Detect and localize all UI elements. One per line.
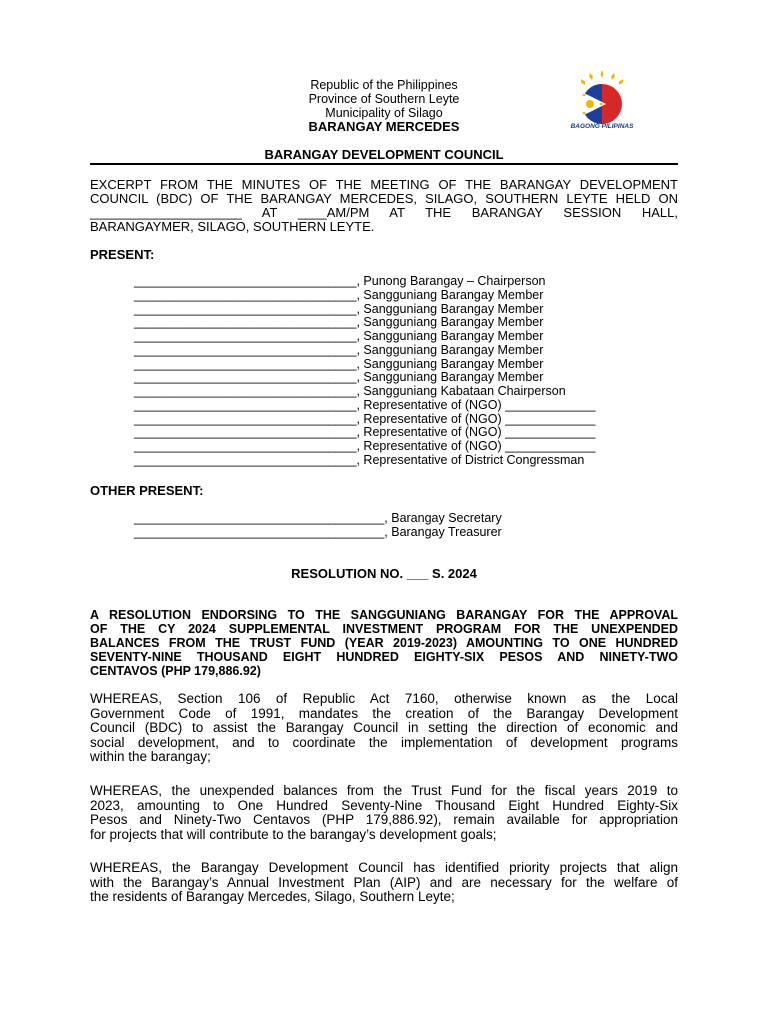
attendee-role: , Sangguniang Kabataan Chairperson bbox=[356, 384, 566, 398]
title-line: OF THE CY 2024 SUPPLEMENTAL INVESTMENT PROGRAM FOR THE UNEXPENDED bbox=[90, 622, 678, 636]
paragraph-line: WHEREAS, the Barangay Development Council has identified priority projects that align bbox=[90, 860, 678, 875]
attendee-row bbox=[134, 358, 596, 372]
attendee-row bbox=[134, 511, 502, 525]
signature-blank: ________________________________ bbox=[134, 315, 357, 330]
header-republic: Republic of the Philippines bbox=[310, 78, 458, 92]
present-label: PRESENT: bbox=[90, 247, 155, 262]
attendee-role: , Punong Barangay – Chairperson bbox=[356, 274, 546, 288]
signature-blank: ________________________________ bbox=[134, 274, 357, 288]
attendee-role: , Representative of (NGO) _____________ bbox=[356, 411, 596, 426]
attendee-role: , Sangguniang Barangay Member bbox=[356, 342, 544, 357]
signature-blank: ________________________________ bbox=[134, 384, 357, 398]
attendee-row bbox=[134, 344, 596, 358]
paragraph-line: the residents of Barangay Mercedes, Silago, Southern Leyte; bbox=[90, 889, 455, 904]
excerpt-line: EXCERPT FROM THE MINUTES OF THE MEETING OF THE BARANGAY DEVELOPMENT bbox=[90, 177, 678, 192]
header-province: Province of Southern Leyte bbox=[308, 92, 460, 106]
title-line: BALANCES FROM THE TRUST FUND (YEAR 2019-2023) AMOUNTING TO ONE HUNDRED bbox=[90, 636, 678, 650]
signature-blank: ________________________________ bbox=[134, 439, 357, 453]
signature-blank: ________________________________ bbox=[134, 397, 357, 412]
attendee-row bbox=[134, 399, 596, 413]
logo-caption: BAGONG PILIPINAS bbox=[570, 123, 634, 130]
signature-blank: ________________________________ bbox=[134, 425, 357, 440]
attendee-role: , Representative of (NGO) _____________ bbox=[356, 425, 596, 440]
signature-blank: ________________________________ bbox=[134, 301, 357, 316]
paragraph-line: within the barangay; bbox=[90, 749, 211, 764]
attendee-role: , Sangguniang Barangay Member bbox=[356, 370, 544, 385]
paragraph-line: WHEREAS, the unexpended balances from the Trust Fund for the fiscal years 2019 to bbox=[90, 783, 678, 798]
signature-blank: ________________________________ bbox=[134, 411, 357, 426]
attendee-role: , Sangguniang Barangay Member bbox=[356, 301, 544, 316]
attendee-role: , Representative of District Congressman bbox=[356, 452, 585, 467]
attendee-role: , Representative of (NGO) _____________ bbox=[356, 439, 596, 453]
attendee-row bbox=[134, 426, 596, 440]
signature-blank: ________________________________ bbox=[134, 342, 357, 357]
attendee-row bbox=[134, 303, 596, 317]
paragraph-line: 2023, amounting to One Hundred Seventy-Nine Thousand Eight Hundred Eighty-Six bbox=[90, 797, 678, 813]
attendee-row bbox=[134, 454, 596, 468]
resolution-number: RESOLUTION NO. ___ S. 2024 bbox=[291, 566, 477, 581]
excerpt-line: _____________________ AT ____AM/PM AT THE BARANGAY SESSION HALL, bbox=[90, 205, 678, 220]
excerpt-line: BARANGAYMER, SILAGO, SOUTHERN LEYTE. bbox=[90, 219, 375, 234]
present-list bbox=[134, 275, 596, 468]
resolution-title bbox=[90, 608, 678, 678]
title-line: SEVENTY-NINE THOUSAND EIGHT HUNDRED EIGHTY-SIX PESOS AND NINETY-TWO bbox=[90, 650, 678, 664]
attendee-role: , Sangguniang Barangay Member bbox=[356, 329, 544, 343]
signature-blank: ________________________________ bbox=[134, 287, 357, 302]
paragraph-line: Government Code of 1991, mandates the creation of the Barangay Development bbox=[90, 705, 678, 721]
paragraph-line: for projects that will contribute to the barangay’s development goals; bbox=[90, 826, 497, 842]
attendee-role: , Sangguniang Barangay Member bbox=[356, 315, 544, 330]
attendee-role: , Barangay Secretary bbox=[384, 511, 502, 525]
header-barangay: BARANGAY MERCEDES bbox=[308, 119, 460, 134]
paragraph-line: Council (BDC) to assist the Barangay Council in setting the direction of economic and bbox=[90, 720, 678, 735]
attendee-role: , Representative of (NGO) _____________ bbox=[356, 397, 596, 412]
whereas-paragraph bbox=[90, 784, 678, 842]
bagong-pilipinas-logo bbox=[566, 68, 638, 134]
paragraph-line: social development, and to coordinate the implementation of development programs bbox=[90, 734, 678, 750]
signature-blank: ____________________________________ bbox=[134, 525, 385, 539]
paragraph-line: WHEREAS, Section 106 of Republic Act 7160, otherwise known as the Local bbox=[90, 691, 678, 706]
attendee-row bbox=[134, 330, 596, 344]
signature-blank: ________________________________ bbox=[134, 329, 357, 343]
other-present-list bbox=[134, 511, 502, 539]
excerpt-line: COUNCIL (BDC) OF THE BARANGAY MERCEDES, SILAGO, SOUTHERN LEYTE HELD ON bbox=[90, 191, 678, 206]
sun-flag-icon bbox=[566, 68, 638, 124]
whereas-paragraph bbox=[90, 861, 678, 905]
signature-blank: ________________________________ bbox=[134, 370, 357, 385]
attendee-row bbox=[134, 385, 596, 399]
attendee-row bbox=[134, 413, 596, 427]
attendee-role: , Sangguniang Barangay Member bbox=[356, 287, 544, 302]
attendee-row bbox=[134, 371, 596, 385]
attendee-role: , Barangay Treasurer bbox=[384, 525, 502, 539]
whereas-paragraph bbox=[90, 692, 678, 765]
header-divider bbox=[90, 163, 678, 165]
attendee-role: , Sangguniang Barangay Member bbox=[356, 356, 544, 371]
paragraph-line: Pesos and Ninety-Two Centavos (PHP 179,886.92), remain available for appropriation bbox=[90, 812, 678, 827]
attendee-row bbox=[134, 275, 596, 289]
signature-blank: ____________________________________ bbox=[134, 511, 385, 525]
title-line: CENTAVOS (PHP 179,886.92) bbox=[90, 664, 261, 678]
attendee-row bbox=[134, 525, 502, 539]
attendee-row bbox=[134, 289, 596, 303]
header-municipality: Municipality of Silago bbox=[325, 106, 443, 120]
signature-blank: ________________________________ bbox=[134, 452, 357, 467]
council-title: BARANGAY DEVELOPMENT COUNCIL bbox=[264, 147, 504, 162]
other-present-label: OTHER PRESENT: bbox=[90, 483, 204, 498]
paragraph-line: with the Barangay’s Annual Investment Plan (AIP) and are necessary for the welfare of bbox=[90, 874, 678, 890]
letterhead bbox=[0, 78, 768, 134]
attendee-row bbox=[134, 316, 596, 330]
excerpt-paragraph bbox=[90, 178, 678, 234]
attendee-row bbox=[134, 440, 596, 454]
signature-blank: ________________________________ bbox=[134, 356, 357, 371]
title-line: A RESOLUTION ENDORSING TO THE SANGGUNIANG BARANGAY FOR THE APPROVAL bbox=[90, 608, 678, 622]
